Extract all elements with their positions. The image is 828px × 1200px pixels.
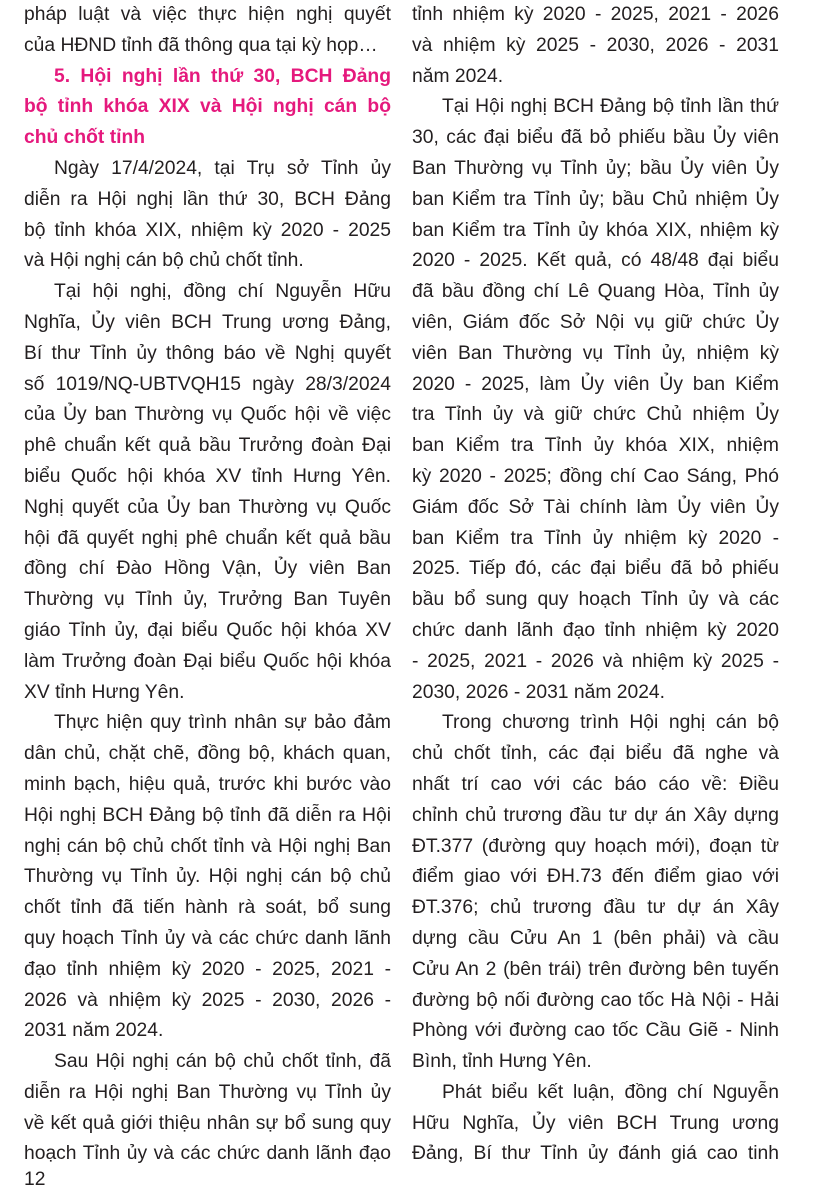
text-line: - 2025, 2021 - 2026 và nhiệm kỳ 2025 -	[412, 650, 779, 672]
text-line: XV tỉnh Hưng Yên.	[24, 681, 185, 703]
text-line: đồng chí Đào Hồng Vận, Ủy viên Ban	[24, 558, 391, 580]
text-line: dân chủ, chặt chẽ, đồng bộ, khách quan,	[24, 743, 391, 765]
text-line: Bình, tỉnh Hưng Yên.	[412, 1051, 592, 1073]
text-line: hội đã quyết nghị phê chuẩn kết quả bầu	[24, 527, 391, 549]
text-line: Cửu An 2 (bên trái) trên đường bên tuyến	[412, 958, 779, 980]
text-line: Bí thư Tỉnh ủy thông báo về Nghị quyết	[24, 342, 391, 364]
section-heading-line: chủ chốt tỉnh	[24, 127, 146, 149]
text-line: viên, Giám đốc Sở Nội vụ giữ chức Ủy	[412, 311, 779, 333]
text-line: biểu Quốc hội khóa XV tỉnh Hưng Yên.	[24, 465, 391, 487]
text-line: Nghĩa, Ủy viên BCH Trung ương Đảng,	[24, 311, 391, 333]
text-line: chỉnh chủ trương đầu tư dự án Xây dựng	[412, 804, 779, 826]
text-line: của Ủy ban Thường vụ Quốc hội về việc	[24, 404, 391, 426]
text-line: Giám đốc Sở Tài chính làm Ủy viên Ủy	[412, 496, 779, 518]
text-line: tra Tỉnh ủy và giữ chức Chủ nhiệm Ủy	[412, 404, 779, 426]
text-line: bầu bổ sung quy hoạch Tỉnh ủy và các	[412, 589, 779, 611]
text-line: ĐT.376; chủ trương đầu tư dự án Xây	[412, 897, 779, 919]
text-line: viên Ban Thường vụ Tỉnh ủy, nhiệm kỳ	[412, 342, 779, 364]
text-line: điểm giao với ĐH.73 đến điểm giao với	[412, 866, 779, 888]
text-line: quy hoạch Tỉnh ủy và các chức danh lãnh	[24, 927, 391, 949]
text-line: dựng cầu Cửu An 1 (bên phải) và cầu	[412, 927, 779, 949]
text-line: bộ tỉnh khóa XIX, nhiệm kỳ 2020 - 2025	[24, 219, 391, 241]
text-line: nghị cán bộ chủ chốt tỉnh và Hội nghị Ban	[24, 835, 391, 857]
text-line: và nhiệm kỳ 2025 - 2030, 2026 - 2031	[412, 34, 779, 56]
text-line: 30, các đại biểu đã bỏ phiếu bầu Ủy viên	[412, 127, 779, 149]
text-line: chức danh lãnh đạo tỉnh nhiệm kỳ 2020	[412, 619, 779, 641]
right-text-column	[412, 0, 779, 1170]
text-line: hoạch Tỉnh ủy và các chức danh lãnh đạo	[24, 1143, 391, 1165]
left-text-column	[24, 0, 391, 1170]
text-line: Ngày 17/4/2024, tại Trụ sở Tỉnh ủy	[54, 157, 391, 179]
text-line: đường bộ nối đường cao tốc Hà Nội - Hải	[412, 989, 779, 1011]
text-line: phê chuẩn kết quả bầu Trưởng đoàn Đại	[24, 435, 391, 457]
text-line: 2031 năm 2024.	[24, 1020, 164, 1042]
text-line: Hội nghị BCH Đảng bộ tỉnh đã diễn ra Hội	[24, 804, 391, 826]
text-line: diễn ra Hội nghị lần thứ 30, BCH Đảng	[24, 188, 391, 210]
text-line: pháp luật và việc thực hiện nghị quyết	[24, 4, 391, 25]
text-line: Nghị quyết của Ủy ban Thường vụ Quốc	[24, 496, 391, 518]
text-line: ban Kiểm tra Tỉnh ủy khóa XIX, nhiệm	[412, 435, 779, 457]
text-line: Tại Hội nghị BCH Đảng bộ tỉnh lần thứ	[442, 96, 779, 118]
section-heading-line: bộ tỉnh khóa XIX và Hội nghị cán bộ	[24, 96, 391, 118]
text-line: Phát biểu kết luận, đồng chí Nguyễn	[442, 1081, 779, 1103]
text-line: Thường vụ Tỉnh ủy. Hội nghị cán bộ chủ	[24, 866, 391, 888]
section-heading-line: 5. Hội nghị lần thứ 30, BCH Đảng	[54, 65, 391, 87]
text-line: ban Kiểm tra Tỉnh ủy khóa XIX, nhiệm kỳ	[412, 219, 779, 241]
text-line: số 1019/NQ-UBTVQH15 ngày 28/3/2024	[24, 373, 391, 395]
text-line: ĐT.377 (đường quy hoạch mới), đoạn từ	[412, 835, 779, 857]
text-line: đạo tỉnh nhiệm kỳ 2020 - 2025, 2021 -	[24, 958, 391, 980]
text-line: Ban Thường vụ Tỉnh ủy; bầu Ủy viên Ủy	[412, 157, 779, 179]
text-line: Thường vụ Tỉnh ủy, Trưởng Ban Tuyên	[24, 589, 391, 611]
text-line: 2026 và nhiệm kỳ 2025 - 2030, 2026 -	[24, 989, 391, 1011]
text-line: ban Kiểm tra Tỉnh ủy nhiệm kỳ 2020 -	[412, 527, 779, 549]
text-line: và Hội nghị cán bộ chủ chốt tỉnh.	[24, 250, 304, 272]
text-line: nhất trí cao với các báo cáo về: Điều	[412, 773, 779, 795]
text-line: năm 2024.	[412, 65, 504, 87]
text-line: Tại hội nghị, đồng chí Nguyễn Hữu	[54, 281, 391, 303]
text-line: về kết quả giới thiệu nhân sự bổ sung quy	[24, 1112, 391, 1134]
text-line: 2020 - 2025, làm Ủy viên Ủy ban Kiểm	[412, 373, 779, 395]
text-line: Đảng, Bí thư Tỉnh ủy đánh giá cao tinh	[412, 1143, 779, 1165]
text-line: Trong chương trình Hội nghị cán bộ	[442, 712, 779, 734]
text-line: 2020 - 2025. Kết quả, có 48/48 đại biểu	[412, 250, 779, 272]
text-line: 2025. Tiếp đó, các đại biểu đã bỏ phiếu	[412, 558, 779, 580]
text-line: Thực hiện quy trình nhân sự bảo đảm	[54, 712, 391, 734]
text-line: kỳ 2020 - 2025; đồng chí Cao Sáng, Phó	[412, 465, 779, 487]
text-line: diễn ra Hội nghị Ban Thường vụ Tỉnh ủy	[24, 1081, 391, 1103]
text-line: làm Trưởng đoàn Đại biểu Quốc hội khóa	[24, 650, 391, 672]
text-line: minh bạch, hiệu quả, trước khi bước vào	[24, 773, 391, 795]
text-line: tỉnh nhiệm kỳ 2020 - 2025, 2021 - 2026	[412, 4, 779, 25]
text-line: Phòng với đường cao tốc Cầu Giẽ - Ninh	[412, 1020, 779, 1042]
text-line: của HĐND tỉnh đã thông qua tại kỳ họp…	[24, 34, 378, 56]
text-line: giáo Tỉnh ủy, đại biểu Quốc hội khóa XV	[24, 619, 391, 641]
text-line: Sau Hội nghị cán bộ chủ chốt tỉnh, đã	[54, 1051, 391, 1073]
page-number: 12	[24, 1169, 46, 1190]
text-line: 2030, 2026 - 2031 năm 2024.	[412, 681, 666, 703]
text-line: ban Kiểm tra Tỉnh ủy; bầu Chủ nhiệm Ủy	[412, 188, 779, 210]
text-line: chủ chốt tỉnh, các đại biểu đã nghe và	[412, 743, 779, 765]
text-line: đã bầu đồng chí Lê Quang Hòa, Tỉnh ủy	[412, 281, 779, 303]
text-line: Hữu Nghĩa, Ủy viên BCH Trung ương	[412, 1112, 779, 1134]
text-line: chốt tỉnh đã tiến hành rà soát, bổ sung	[24, 897, 391, 919]
